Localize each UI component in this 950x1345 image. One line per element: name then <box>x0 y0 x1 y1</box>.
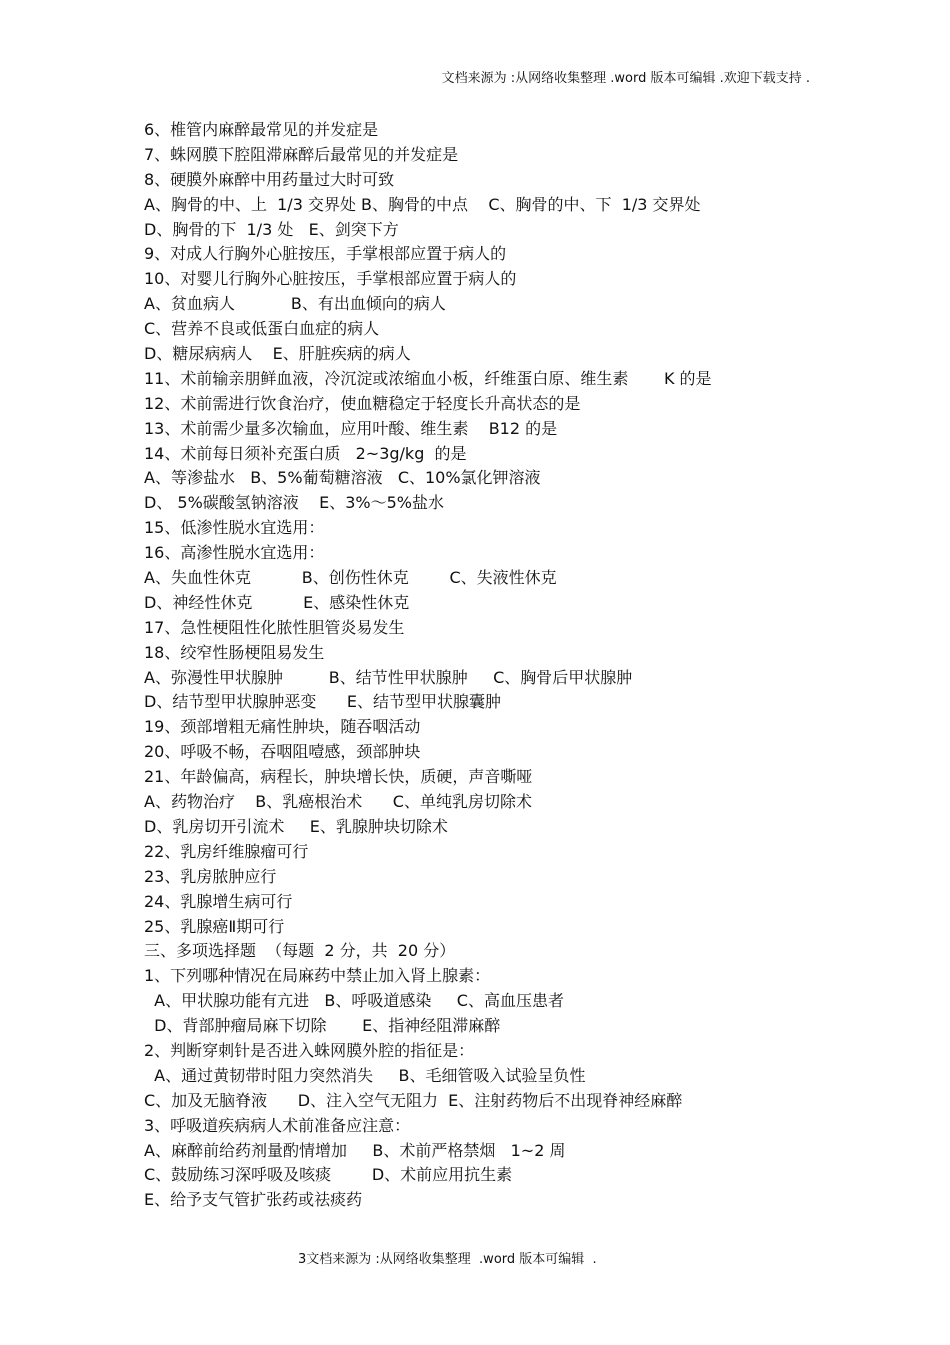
text-line: 6、椎管内麻醉最常见的并发症是 <box>144 120 379 139</box>
text-line: D、乳房切开引流术 E、乳腺肿块切除术 <box>144 816 448 836</box>
text-line: D、 5%碳酸氢钠溶液 E、3%～5%盐水 <box>144 493 445 513</box>
text-line: 13、术前需少量多次输血，应用叶酸、维生素 B12 的是 <box>144 418 558 438</box>
text-line: 16、高渗性脱水宜选用： <box>144 543 325 563</box>
text-line: A、贫血病人 B、有出血倾向的病人 <box>144 294 446 314</box>
text-line: E、给予支气管扩张药或祛痰药 <box>144 1190 363 1210</box>
text-line: A、失血性休克 B、创伤性休克 C、失液性休克 <box>144 568 557 588</box>
exam-content <box>144 118 844 1213</box>
text-line: C、鼓励练习深呼吸及咳痰 D、术前应用抗生素 <box>144 1165 513 1185</box>
text-line: D、糖尿病病人 E、肝脏疾病的病人 <box>144 344 411 364</box>
text-line: 24、乳腺增生病可行 <box>144 891 293 911</box>
text-line: 14、术前每日须补充蛋白质 2~3g/kg 的是 <box>144 443 467 463</box>
text-line: A、甲状腺功能有亢进 B、呼吸道感染 C、高血压患者 <box>144 991 564 1011</box>
text-line: 18、绞窄性肠梗阻易发生 <box>144 642 325 662</box>
text-line: A、等渗盐水 B、5%葡萄糖溶液 C、10%氯化钾溶液 <box>144 468 541 488</box>
text-line: 15、低渗性脱水宜选用： <box>144 518 325 538</box>
text-line: C、加及无脑脊液 D、注入空气无阻力 E、注射药物后不出现脊神经麻醉 <box>144 1090 683 1110</box>
text-line: 7、蛛网膜下腔阻滞麻醉后最常见的并发症是 <box>144 144 459 164</box>
text-line: D、胸骨的下 1/3 处 E、剑突下方 <box>144 219 399 239</box>
text-line: 20、呼吸不畅，吞咽阻噎感，颈部肿块 <box>144 742 421 762</box>
text-line: A、药物治疗 B、乳癌根治术 C、单纯乳房切除术 <box>144 792 532 812</box>
text-line: 17、急性梗阻性化脓性胆管炎易发生 <box>144 617 405 637</box>
page-header: 文档来源为 :从网络收集整理 .word 版本可编辑 .欢迎下载支持 . <box>441 71 810 86</box>
text-line: 10、对婴儿行胸外心脏按压，手掌根部应置于病人的 <box>144 269 517 289</box>
text-line: D、背部肿瘤局麻下切除 E、指神经阻滞麻醉 <box>144 1016 501 1036</box>
text-line: A、通过黄韧带时阻力突然消失 B、毛细管吸入试验呈负性 <box>144 1065 586 1085</box>
text-line: D、结节型甲状腺肿恶变 E、结节型甲状腺囊肿 <box>144 692 501 712</box>
text-line: 11、术前输亲朋鲜血液，冷沉淀或浓缩血小板，纤维蛋白原、维生素 K 的是 <box>144 368 712 388</box>
text-line: 1、下列哪种情况在局麻药中禁止加入肾上腺素： <box>144 966 491 986</box>
text-line: A、麻醉前给药剂量酌情增加 B、术前严格禁烟 1~2 周 <box>144 1140 566 1160</box>
text-line: A、弥漫性甲状腺肿 B、结节性甲状腺肿 C、胸骨后甲状腺肿 <box>144 667 633 687</box>
text-line: 25、乳腺癌Ⅱ期可行 <box>144 916 285 936</box>
text-line: D、神经性休克 E、感染性休克 <box>144 592 410 612</box>
text-line: 12、术前需进行饮食治疗，使血糖稳定于轻度长升高状态的是 <box>144 393 581 413</box>
text-line: 21、年龄偏高，病程长，肿块增长快，质硬，声音嘶哑 <box>144 767 533 787</box>
text-line: 8、硬膜外麻醉中用药量过大时可致 <box>144 169 395 189</box>
text-line: C、营养不良或低蛋白血症的病人 <box>144 319 380 339</box>
text-line: 3、呼吸道疾病病人术前准备应注意： <box>144 1115 411 1135</box>
text-line: 2、判断穿刺针是否进入蛛网膜外腔的指征是： <box>144 1040 475 1060</box>
text-line: A、胸骨的中、上 1/3 交界处 B、胸骨的中点 C、胸骨的中、下 1/3 交界处 <box>144 194 701 214</box>
text-line: 22、乳房纤维腺瘤可行 <box>144 841 309 861</box>
text-line: 9、对成人行胸外心脏按压，手掌根部应置于病人的 <box>144 244 507 264</box>
page-footer: 3文档来源为 :从网络收集整理 .word 版本可编辑 . <box>298 1252 597 1267</box>
section-heading: 三、多项选择题 （每题 2 分，共 20 分） <box>144 941 456 961</box>
text-line: 19、颈部增粗无痛性肿块，随吞咽活动 <box>144 717 421 737</box>
text-line: 23、乳房脓肿应行 <box>144 866 277 886</box>
